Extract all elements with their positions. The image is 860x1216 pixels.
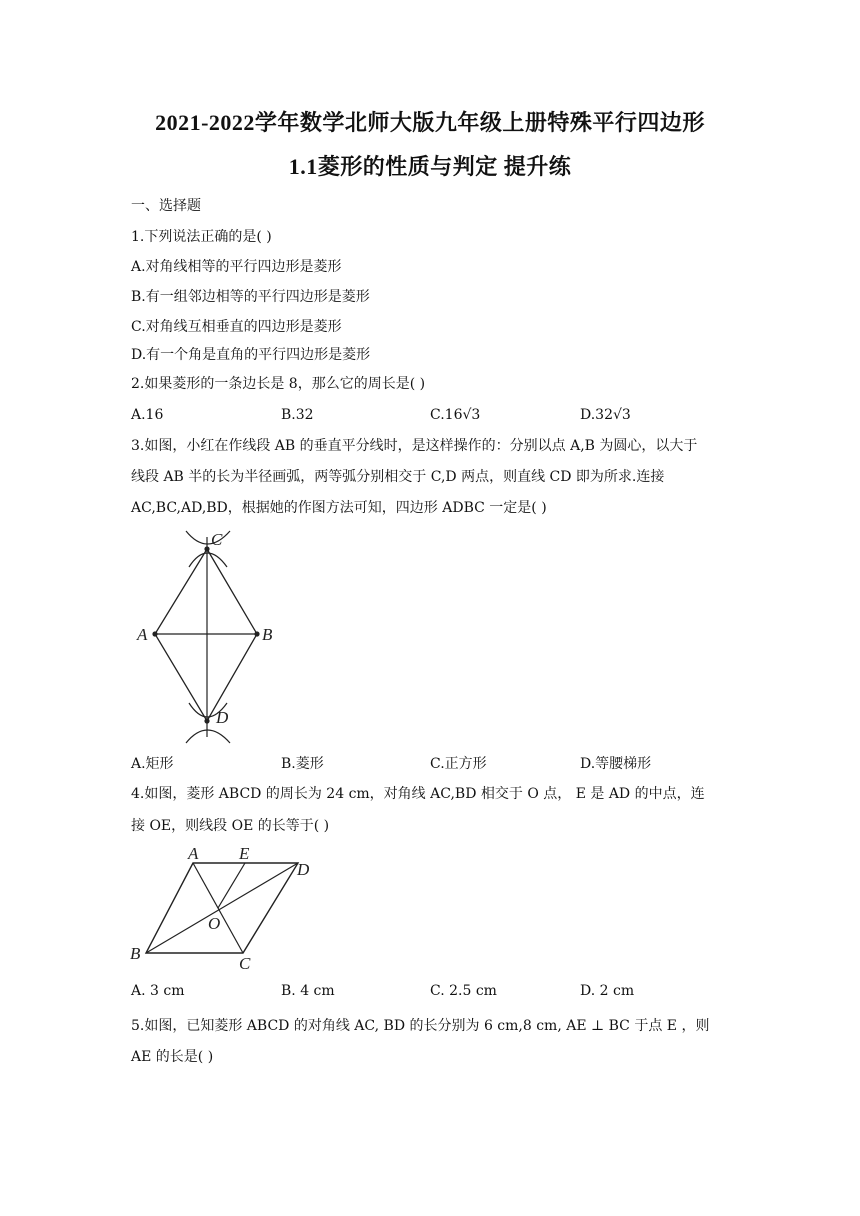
q2-option-b: B.32 [281,407,314,423]
q5-line-1: 5.如图，已知菱形 ABCD 的对角线 AC, BD 的长分别为 6 cm,8 cm, AE ⊥ BC 于点 E ，则 [131,1018,710,1034]
q4-label-c: C [239,954,251,973]
q3-option-a: A.矩形 [131,756,174,772]
q4-line-1: 4.如图，菱形 ABCD 的周长为 24 cm，对角线 AC,BD 相交于 O 点， E 是 AD 的中点，连 [131,786,705,802]
q3-arc-d1 [186,730,230,743]
q4-label-b: B [130,944,141,963]
q1-option-b: B.有一组邻边相等的平行四边形是菱形 [131,289,370,305]
q3-point-b [254,631,259,636]
q3-figure [131,527,291,745]
q3-option-b: B.菱形 [281,756,324,772]
q3-option-d: D.等腰梯形 [580,756,652,772]
q3-arc-c2 [189,553,227,567]
q4-label-e: E [239,844,250,863]
q4-option-c: C. 2.5 cm [430,983,497,999]
q1-option-d: D.有一个角是直角的平行四边形是菱形 [131,347,371,363]
q4-option-b: B. 4 cm [281,983,335,999]
q4-option-a: A. 3 cm [131,983,185,999]
title-line-2: 1.1菱形的性质与判定 提升练 [288,154,572,179]
q3-label-d: D [216,708,229,727]
q4-label-o: O [208,914,221,933]
q2-option-c: C.16√3 [430,407,481,423]
q3-point-d [204,718,209,723]
section-heading: 一、选择题 [131,198,201,214]
q3-line-2: 线段 AB 半的长为半径画弧，两等弧分别相交于 C,D 两点，则直线 CD 即为所求.连接 [131,469,665,485]
q1-option-a: A.对角线相等的平行四边形是菱形 [131,259,342,275]
q4-segment-oe [218,863,245,908]
q4-label-a: A [188,844,199,863]
q3-label-b: B [262,625,273,644]
q5-line-2: AE 的长是( ) [131,1049,214,1065]
q4-option-d: D. 2 cm [580,983,635,999]
q3-point-a [152,631,157,636]
title-line-1: 2021-2022学年数学北师大版九年级上册特殊平行四边形 [155,110,705,135]
q3-rhombus [155,549,257,721]
q3-label-a: A [137,625,148,644]
q1-option-c: C.对角线互相垂直的四边形是菱形 [131,319,342,335]
q2-option-d: D.32√3 [580,407,631,423]
q2-option-a: A.16 [131,407,164,423]
q3-option-c: C.正方形 [430,756,487,772]
q3-label-c: C [211,530,223,549]
q4-label-d: D [297,860,310,879]
q4-figure [128,843,318,973]
q1-stem: 1.下列说法正确的是( ) [131,229,272,245]
q2-stem: 2.如果菱形的一条边长是 8，那么它的周长是( ) [131,376,426,392]
q3-line-3: AC,BC,AD,BD，根据她的作图方法可知，四边形 ADBC 一定是( ) [131,500,547,516]
q3-arc-c1 [186,531,230,544]
q4-line-2: 接 OE，则线段 OE 的长等于( ) [131,818,330,834]
q3-point-c [204,546,209,551]
q3-line-1: 3.如图，小红在作线段 AB 的垂直平分线时，是这样操作的：分别以点 A,B 为圆心，以大于 [131,438,698,454]
